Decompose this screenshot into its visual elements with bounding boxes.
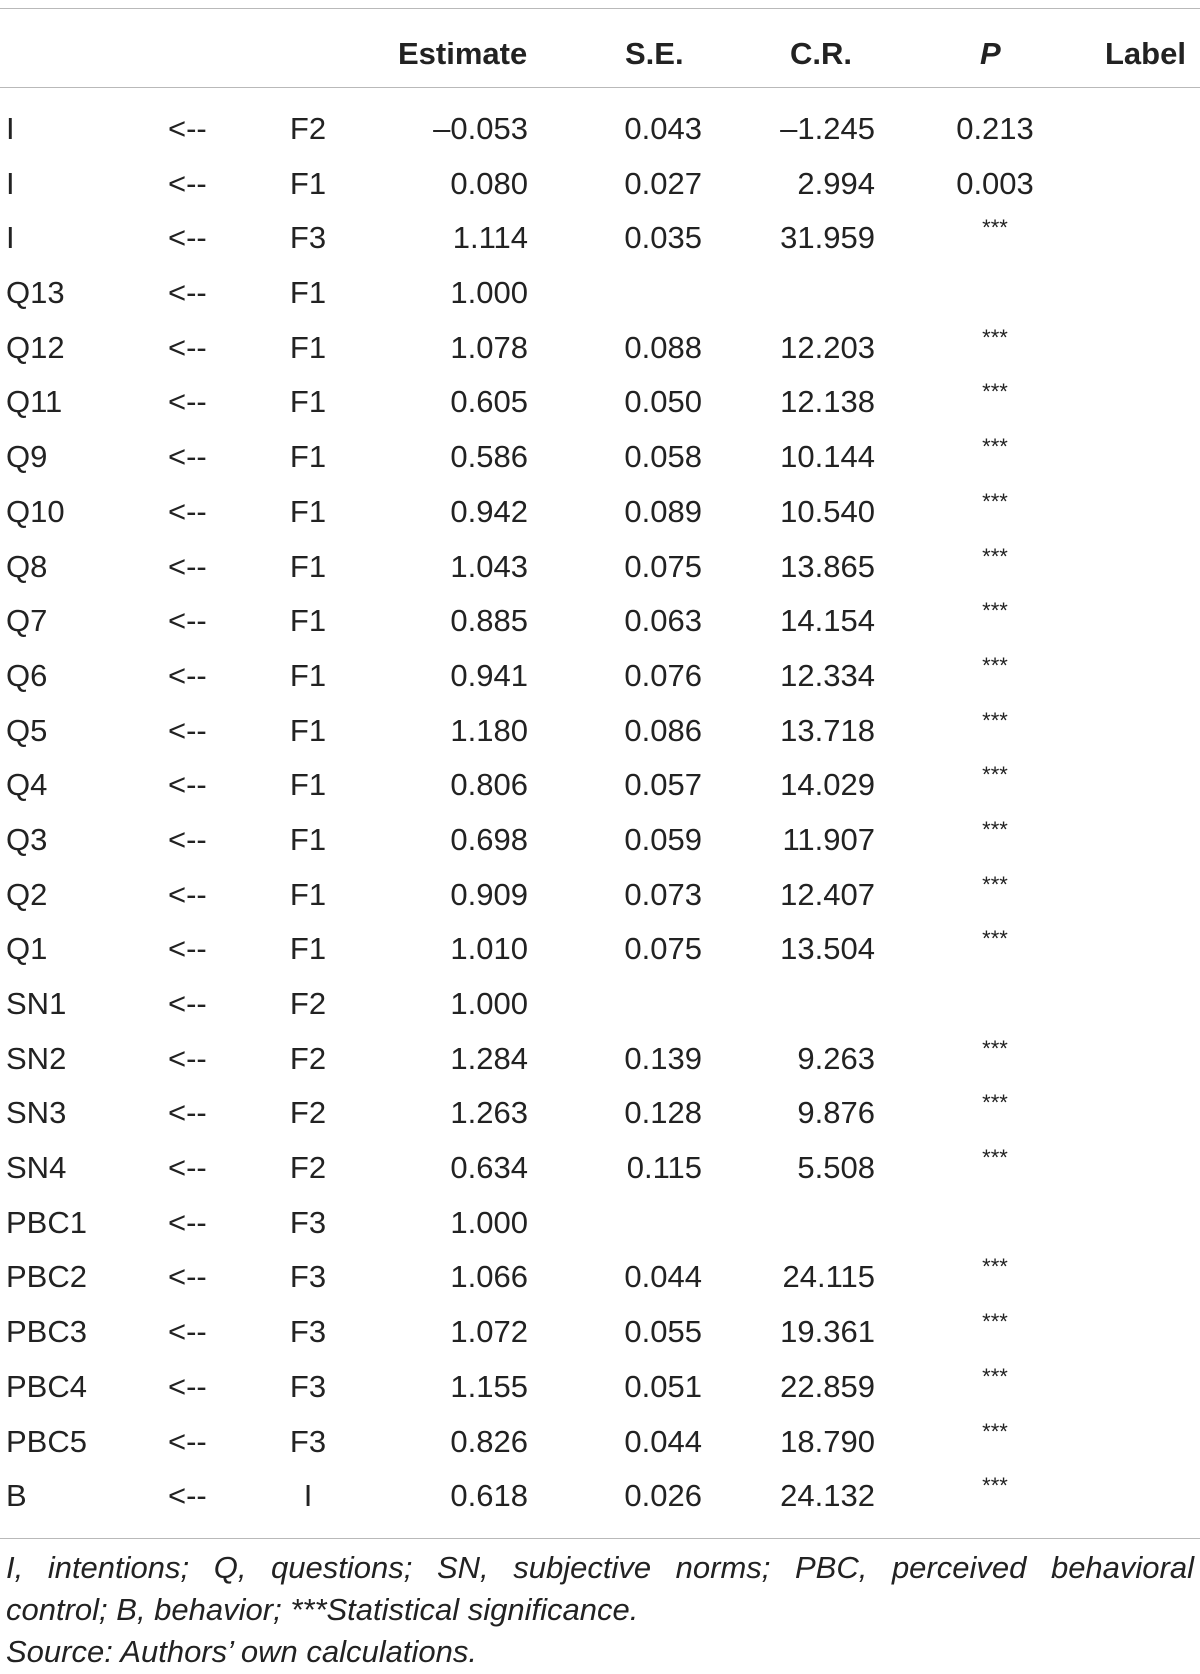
cell-lhs: Q9	[6, 439, 48, 475]
cell-arrow: <--	[168, 767, 207, 803]
cell-estimate: 0.586	[450, 439, 528, 475]
cell-se: 0.128	[624, 1095, 702, 1131]
cell-rhs: F3	[289, 1314, 327, 1350]
cell-p: ***	[982, 434, 1008, 460]
cell-rhs: F1	[289, 275, 327, 311]
cell-cr: 12.203	[780, 329, 875, 365]
cell-p: ***	[982, 1145, 1008, 1171]
cell-arrow: <--	[168, 1259, 207, 1295]
cell-cr: 31.959	[780, 220, 875, 256]
cell-lhs: PBC3	[6, 1314, 87, 1350]
cell-rhs: F1	[289, 712, 327, 748]
cell-cr: 14.154	[780, 603, 875, 639]
table-row	[0, 1250, 1200, 1305]
cell-arrow: <--	[168, 821, 207, 857]
cell-arrow: <--	[168, 548, 207, 584]
header-se: S.E.	[625, 36, 684, 71]
table-row	[0, 758, 1200, 813]
cell-se: 0.026	[624, 1478, 702, 1514]
footnote-line-2: control; B, behavior; ***Statistical significance.	[6, 1592, 639, 1627]
cell-p: ***	[982, 1035, 1008, 1061]
cell-rhs: F1	[289, 384, 327, 420]
table-body	[0, 102, 1200, 1524]
table-row	[0, 813, 1200, 868]
cell-arrow: <--	[168, 1150, 207, 1186]
cell-rhs: F1	[289, 931, 327, 967]
cell-p: 0.003	[956, 165, 1034, 201]
cell-estimate: 1.284	[450, 1040, 528, 1076]
cell-lhs: B	[6, 1478, 27, 1514]
cell-p: ***	[982, 379, 1008, 405]
cell-p: ***	[982, 324, 1008, 350]
cell-rhs: F1	[289, 165, 327, 201]
table-row	[0, 1196, 1200, 1251]
table-row	[0, 375, 1200, 430]
cell-lhs: I	[6, 111, 15, 146]
cell-estimate: 1.000	[450, 986, 528, 1021]
footnote-line-1: I, intentions; Q, questions; SN, subjective norms; PBC, perceived behavioral	[6, 1550, 1194, 1585]
table-row	[0, 211, 1200, 266]
cell-estimate: 1.078	[450, 329, 528, 365]
cell-estimate: 1.155	[450, 1368, 528, 1404]
cell-estimate: –0.053	[433, 111, 528, 146]
cell-cr: 2.994	[797, 165, 875, 201]
cell-p: ***	[982, 1309, 1008, 1335]
cell-cr: 19.361	[780, 1314, 875, 1350]
table-row	[0, 704, 1200, 759]
cell-p: ***	[982, 488, 1008, 514]
cell-lhs: PBC1	[6, 1204, 87, 1240]
cell-se: 0.058	[624, 439, 702, 475]
cell-estimate: 1.180	[450, 712, 528, 748]
cell-p: ***	[982, 1418, 1008, 1444]
cell-se: 0.073	[624, 876, 702, 912]
cell-estimate: 0.618	[450, 1478, 528, 1514]
table-row	[0, 430, 1200, 485]
cell-arrow: <--	[168, 384, 207, 420]
cell-estimate: 0.806	[450, 767, 528, 803]
cell-se: 0.044	[624, 1259, 702, 1295]
cell-estimate: 1.043	[450, 548, 528, 584]
cell-p: 0.213	[956, 111, 1034, 146]
cell-estimate: 0.941	[450, 657, 528, 693]
cell-arrow: <--	[168, 1204, 207, 1240]
cell-rhs: F3	[289, 1204, 327, 1240]
table-bottom-rule	[0, 1538, 1200, 1539]
cell-cr: 5.508	[797, 1150, 875, 1186]
table-row	[0, 1086, 1200, 1141]
cell-estimate: 1.263	[450, 1095, 528, 1131]
cell-lhs: PBC4	[6, 1368, 87, 1404]
cell-estimate: 1.114	[452, 220, 528, 256]
table-row	[0, 1032, 1200, 1087]
cell-rhs: F3	[289, 1368, 327, 1404]
cell-se: 0.050	[624, 384, 702, 420]
cell-p: ***	[982, 1363, 1008, 1389]
cell-cr: –1.245	[780, 111, 875, 146]
cell-estimate: 0.698	[450, 821, 528, 857]
cell-se: 0.055	[624, 1314, 702, 1350]
table-row	[0, 868, 1200, 923]
cell-arrow: <--	[168, 657, 207, 693]
cell-estimate: 0.080	[450, 165, 528, 201]
cell-lhs: SN1	[6, 986, 67, 1021]
cell-p: ***	[982, 1090, 1008, 1116]
cell-se: 0.089	[624, 493, 702, 529]
table-row	[0, 649, 1200, 704]
cell-se: 0.051	[624, 1368, 702, 1404]
cell-rhs: F1	[289, 657, 327, 693]
table-row	[0, 102, 1200, 157]
cell-rhs: F2	[289, 1040, 327, 1076]
cell-rhs: F1	[289, 603, 327, 639]
cell-estimate: 1.010	[450, 931, 528, 967]
cell-se: 0.115	[626, 1150, 702, 1186]
cell-estimate: 0.909	[450, 876, 528, 912]
cell-p: ***	[982, 1473, 1008, 1499]
cell-arrow: <--	[168, 111, 207, 146]
cell-se: 0.086	[624, 712, 702, 748]
cell-arrow: <--	[168, 275, 207, 311]
cell-lhs: Q4	[6, 767, 48, 803]
header-estimate: Estimate	[398, 36, 528, 71]
cell-rhs: F2	[289, 1150, 327, 1186]
table-header-row	[0, 8, 1200, 87]
cell-arrow: <--	[168, 1040, 207, 1076]
cell-estimate: 1.066	[450, 1259, 528, 1295]
cell-rhs: F1	[289, 329, 327, 365]
cell-lhs: Q3	[6, 821, 48, 857]
table-header-rule	[0, 87, 1200, 88]
cell-p: ***	[982, 762, 1008, 788]
cell-arrow: <--	[168, 712, 207, 748]
cell-estimate: 1.072	[450, 1314, 528, 1350]
cell-lhs: Q11	[6, 384, 63, 420]
table-row	[0, 157, 1200, 212]
cell-cr: 12.334	[780, 657, 875, 693]
cell-se: 0.075	[624, 931, 702, 967]
cell-arrow: <--	[168, 1314, 207, 1350]
cell-cr: 13.718	[780, 712, 875, 748]
cell-arrow: <--	[168, 1095, 207, 1131]
cell-se: 0.076	[624, 657, 702, 693]
cell-p: ***	[982, 707, 1008, 733]
table-row	[0, 594, 1200, 649]
cell-estimate: 0.942	[450, 493, 528, 529]
table-row	[0, 485, 1200, 540]
cell-cr: 9.263	[797, 1040, 875, 1076]
cell-rhs: F1	[289, 876, 327, 912]
cell-lhs: Q7	[6, 603, 48, 639]
cell-rhs: F2	[289, 111, 327, 146]
cell-arrow: <--	[168, 165, 207, 201]
table-row	[0, 266, 1200, 321]
cell-rhs: I	[303, 1478, 313, 1514]
cell-se: 0.059	[624, 821, 702, 857]
table-row	[0, 922, 1200, 977]
cell-cr: 9.876	[797, 1095, 875, 1131]
cell-estimate: 0.885	[450, 603, 528, 639]
cell-rhs: F1	[289, 439, 327, 475]
cell-se: 0.043	[624, 111, 702, 146]
cell-lhs: Q6	[6, 657, 48, 693]
header-cr: C.R.	[790, 36, 852, 71]
table-row	[0, 1415, 1200, 1470]
cell-rhs: F1	[289, 821, 327, 857]
cell-rhs: F3	[289, 1259, 327, 1295]
cell-lhs: SN2	[6, 1040, 67, 1076]
cell-lhs: I	[6, 165, 15, 201]
cell-lhs: Q5	[6, 712, 48, 748]
cell-p: ***	[982, 598, 1008, 624]
cell-cr: 13.504	[780, 931, 875, 967]
table-row	[0, 977, 1200, 1032]
cell-lhs: Q2	[6, 876, 48, 912]
cell-p: ***	[982, 926, 1008, 952]
cell-p: ***	[982, 816, 1008, 842]
cell-se: 0.057	[624, 767, 702, 803]
cell-cr: 14.029	[780, 767, 875, 803]
cell-cr: 12.138	[780, 384, 875, 420]
cell-estimate: 0.605	[450, 384, 528, 420]
table-row	[0, 540, 1200, 595]
cell-se: 0.075	[624, 548, 702, 584]
cell-lhs: Q10	[6, 493, 65, 529]
table-row	[0, 1360, 1200, 1415]
cell-se: 0.035	[624, 220, 702, 256]
cell-arrow: <--	[168, 1478, 207, 1514]
cell-arrow: <--	[168, 439, 207, 475]
cell-rhs: F1	[289, 493, 327, 529]
cell-lhs: Q12	[6, 329, 65, 365]
cell-cr: 18.790	[780, 1423, 875, 1459]
cell-p: ***	[982, 871, 1008, 897]
cell-cr: 13.865	[780, 548, 875, 584]
cell-estimate: 1.000	[450, 1204, 528, 1240]
cell-se: 0.088	[624, 329, 702, 365]
header-label: Label	[1105, 36, 1186, 71]
cell-estimate: 1.000	[450, 275, 528, 311]
cell-arrow: <--	[168, 493, 207, 529]
cell-arrow: <--	[168, 931, 207, 967]
cell-cr: 24.132	[780, 1478, 875, 1514]
cell-arrow: <--	[168, 876, 207, 912]
cell-arrow: <--	[168, 329, 207, 365]
cell-cr: 11.907	[782, 821, 875, 857]
cell-lhs: Q13	[6, 275, 65, 311]
cell-arrow: <--	[168, 220, 207, 256]
cell-se: 0.044	[624, 1423, 702, 1459]
cell-lhs: PBC2	[6, 1259, 87, 1295]
table-row	[0, 1305, 1200, 1360]
cell-p: ***	[982, 215, 1008, 241]
cell-p: ***	[982, 652, 1008, 678]
table-row	[0, 321, 1200, 376]
cell-p: ***	[982, 543, 1008, 569]
cell-se: 0.139	[624, 1040, 702, 1076]
cell-rhs: F2	[289, 1095, 327, 1131]
cell-arrow: <--	[168, 986, 207, 1021]
cell-cr: 10.144	[780, 439, 875, 475]
footnote-source: Source: Authors’ own calculations.	[6, 1634, 477, 1669]
cell-rhs: F3	[289, 1423, 327, 1459]
cell-arrow: <--	[168, 1423, 207, 1459]
cell-lhs: Q1	[6, 931, 48, 967]
cell-estimate: 0.826	[450, 1423, 528, 1459]
cell-lhs: SN4	[6, 1150, 67, 1186]
cell-lhs: PBC5	[6, 1423, 87, 1459]
cell-se: 0.063	[624, 603, 702, 639]
cell-rhs: F2	[289, 986, 327, 1021]
table-row	[0, 1141, 1200, 1196]
cell-p: ***	[982, 1254, 1008, 1280]
cell-cr: 12.407	[780, 876, 875, 912]
table-row	[0, 1469, 1200, 1524]
table-footnote	[6, 1547, 1194, 1673]
cell-rhs: F1	[289, 767, 327, 803]
cell-lhs: I	[6, 220, 15, 256]
cell-cr: 10.540	[780, 493, 875, 529]
cell-estimate: 0.634	[450, 1150, 528, 1186]
cell-rhs: F3	[289, 220, 327, 256]
cell-rhs: F1	[289, 548, 327, 584]
cell-lhs: SN3	[6, 1095, 67, 1131]
cell-cr: 22.859	[780, 1368, 875, 1404]
cell-arrow: <--	[168, 1368, 207, 1404]
cell-cr: 24.115	[782, 1259, 875, 1295]
cell-lhs: Q8	[6, 548, 48, 584]
header-p: P	[980, 36, 1001, 71]
cell-arrow: <--	[168, 603, 207, 639]
cell-se: 0.027	[624, 165, 702, 201]
